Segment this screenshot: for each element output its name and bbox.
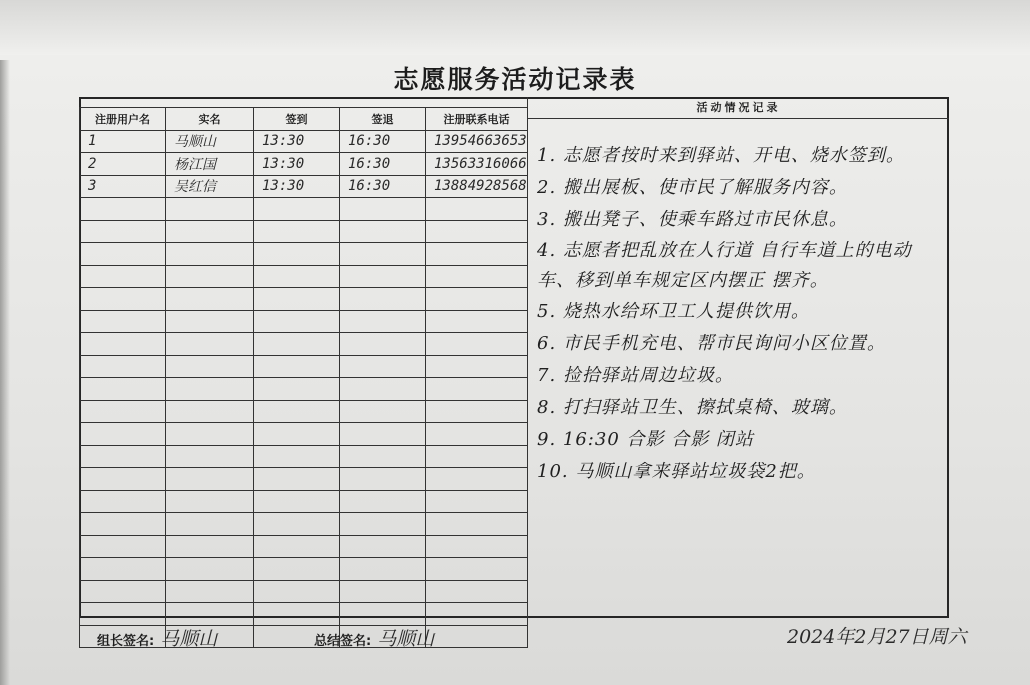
empty-cell [426,243,528,266]
empty-cell [426,400,528,423]
empty-cell [254,535,340,558]
empty-table-row [80,603,528,626]
empty-cell [426,580,528,603]
activity-header: 活动情况记录 [528,97,949,119]
cell-username: 2 [80,153,166,176]
summary-signature-block [314,624,434,651]
empty-cell [340,378,426,401]
cell-phone: 13563316066 [426,153,528,176]
empty-cell [254,333,340,356]
paper-shadow [0,60,10,685]
empty-table-row [80,468,528,491]
empty-cell [80,603,166,626]
leader-signature-block [97,624,217,651]
leader-signature: 马顺山 [160,628,218,650]
empty-table-row [80,535,528,558]
empty-cell [166,445,254,468]
empty-cell [340,580,426,603]
empty-cell [426,490,528,513]
empty-cell [340,535,426,558]
register-table [79,107,528,648]
cell-phone: 13884928568 [426,175,528,198]
column-divider [527,97,528,618]
header-checkin: 签到 [254,108,340,131]
empty-cell [340,198,426,221]
empty-cell [80,220,166,243]
empty-cell [426,265,528,288]
empty-cell [426,558,528,581]
empty-cell [340,558,426,581]
empty-cell [166,288,254,311]
background-top [0,0,1030,60]
empty-cell [80,423,166,446]
empty-table-row [80,513,528,536]
empty-cell [254,603,340,626]
activity-item: 9. 16:30 合影 合影 闭站 [537,429,754,450]
empty-cell [426,513,528,536]
empty-cell [254,265,340,288]
empty-cell [426,378,528,401]
empty-cell [340,468,426,491]
empty-cell [80,513,166,536]
empty-cell [166,468,254,491]
empty-cell [426,535,528,558]
cell-phone: 13954663653 [426,130,528,153]
empty-cell [340,603,426,626]
empty-cell [426,445,528,468]
empty-cell [166,378,254,401]
empty-table-row [80,333,528,356]
empty-cell [80,378,166,401]
activity-list [537,140,947,488]
empty-cell [80,310,166,333]
empty-cell [426,603,528,626]
empty-table-row [80,445,528,468]
empty-cell [426,333,528,356]
activity-item: 8. 打扫驿站卫生、擦拭桌椅、玻璃。 [537,397,848,418]
empty-table-row [80,378,528,401]
cell-username: 1 [80,130,166,153]
table-row [80,130,528,153]
empty-cell [254,580,340,603]
cell-realname: 杨江国 [166,153,254,176]
cell-checkin: 13:30 [254,175,340,198]
empty-cell [340,400,426,423]
activity-item: 4. 志愿者把乱放在人行道 自行车道上的电动车、移到单车规定区内摆正 摆齐。 [537,240,912,291]
empty-cell [166,603,254,626]
empty-cell [80,468,166,491]
cell-checkout: 16:30 [340,175,426,198]
activity-item: 7. 捡拾驿站周边垃圾。 [537,365,734,386]
empty-cell [340,513,426,536]
empty-cell [426,355,528,378]
header-username: 注册用户名 [80,108,166,131]
empty-cell [254,243,340,266]
empty-cell [426,288,528,311]
empty-cell [166,490,254,513]
empty-table-row [80,288,528,311]
empty-cell [80,198,166,221]
empty-table-row [80,400,528,423]
page-title: 志愿服务活动记录表 [393,65,637,94]
empty-cell [80,265,166,288]
empty-cell [254,468,340,491]
activity-item: 5. 烧热水给环卫工人提供饮用。 [537,301,810,322]
table-row [80,153,528,176]
empty-cell [254,490,340,513]
empty-table-row [80,310,528,333]
summary-signature: 马顺山 [377,628,435,650]
empty-cell [340,333,426,356]
empty-table-row [80,423,528,446]
activity-item: 3. 搬出凳子、使乘车路过市民休息。 [537,209,848,230]
header-realname: 实名 [166,108,254,131]
activity-item: 6. 市民手机充电、帮市民询问小区位置。 [537,333,886,354]
empty-cell [426,310,528,333]
empty-cell [340,310,426,333]
empty-cell [166,513,254,536]
empty-cell [254,558,340,581]
table-header-row [80,108,528,131]
empty-cell [254,220,340,243]
empty-cell [254,310,340,333]
empty-cell [80,580,166,603]
empty-cell [166,423,254,446]
empty-cell [254,198,340,221]
empty-cell [80,288,166,311]
empty-cell [340,423,426,446]
empty-cell [426,220,528,243]
empty-cell [80,558,166,581]
empty-cell [166,535,254,558]
empty-cell [254,423,340,446]
record-date: 2024年2月27日周六 [787,626,967,648]
empty-cell [254,513,340,536]
empty-cell [166,355,254,378]
empty-cell [254,355,340,378]
empty-cell [80,490,166,513]
empty-cell [426,423,528,446]
empty-cell [166,198,254,221]
empty-cell [80,243,166,266]
table-row [80,175,528,198]
cell-username: 3 [80,175,166,198]
empty-cell [80,355,166,378]
cell-checkout: 16:30 [340,130,426,153]
empty-cell [254,400,340,423]
empty-cell [80,400,166,423]
cell-realname: 马顺山 [166,130,254,153]
activity-item: 10. 马顺山拿来驿站垃圾袋2把。 [537,461,816,482]
summary-label: 总结签名: [314,634,372,649]
empty-table-row [80,265,528,288]
empty-table-row [80,580,528,603]
empty-cell [340,243,426,266]
empty-cell [340,265,426,288]
empty-cell [426,198,528,221]
empty-cell [166,400,254,423]
activity-item: 2. 搬出展板、使市民了解服务内容。 [537,177,848,198]
empty-cell [426,468,528,491]
empty-cell [166,220,254,243]
empty-cell [166,333,254,356]
activity-item: 1. 志愿者按时来到驿站、开电、烧水签到。 [537,145,905,166]
empty-table-row [80,355,528,378]
empty-cell [254,445,340,468]
empty-cell [426,625,528,648]
empty-table-row [80,220,528,243]
empty-cell [80,333,166,356]
cell-checkout: 16:30 [340,153,426,176]
empty-cell [80,445,166,468]
empty-cell [166,265,254,288]
empty-cell [340,355,426,378]
cell-realname: 吴红信 [166,175,254,198]
leader-label: 组长签名: [97,634,155,649]
empty-cell [340,220,426,243]
cell-checkin: 13:30 [254,153,340,176]
empty-cell [340,490,426,513]
empty-table-row [80,243,528,266]
empty-cell [254,288,340,311]
empty-table-row [80,558,528,581]
empty-cell [340,445,426,468]
empty-cell [166,580,254,603]
empty-cell [166,243,254,266]
empty-table-row [80,198,528,221]
header-phone: 注册联系电话 [426,108,528,131]
empty-table-row [80,490,528,513]
header-checkout: 签退 [340,108,426,131]
empty-cell [166,558,254,581]
cell-checkin: 13:30 [254,130,340,153]
empty-cell [166,310,254,333]
empty-cell [80,535,166,558]
empty-cell [254,378,340,401]
empty-cell [340,288,426,311]
